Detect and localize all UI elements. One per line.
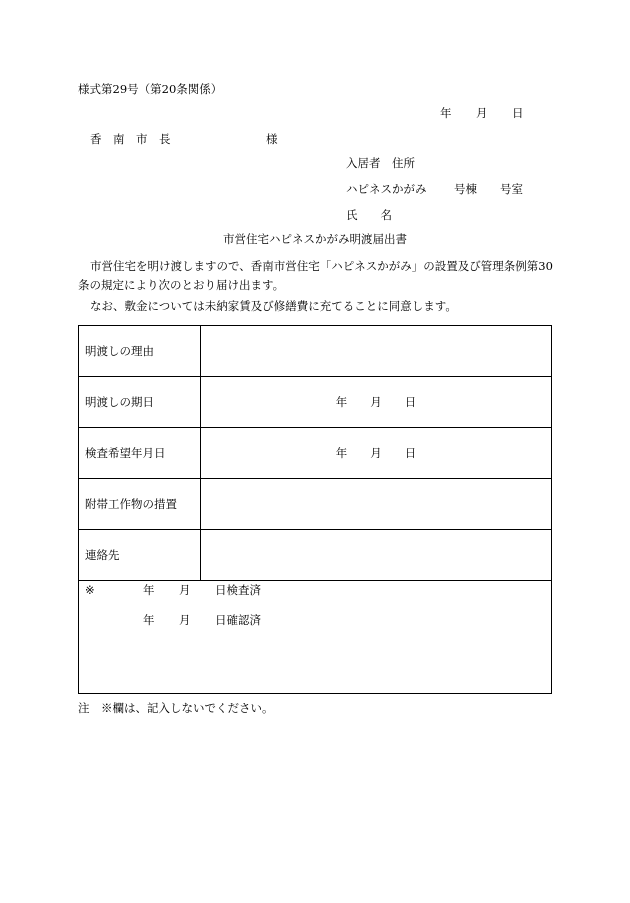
row-value-fixtures[interactable] [201, 479, 552, 530]
office-use-box [79, 581, 552, 694]
inspected-day-label: 日検査済 [215, 583, 261, 597]
confirmed-month: 月 [179, 613, 191, 627]
building-name: ハピネスかがみ [346, 182, 427, 196]
row-value-inspection-date[interactable]: 年 月 日 [201, 428, 552, 479]
building-number-label: 号棟 [454, 182, 477, 196]
row-value-reason[interactable] [201, 326, 552, 377]
row-value-contact[interactable] [201, 530, 552, 581]
confirmed-day-label: 日確認済 [215, 613, 261, 627]
remarks-row [79, 581, 552, 694]
date-day-label: 日 [512, 106, 524, 120]
body-paragraph-2: なお、敷金については未納家賃及び修繕費に充てることに同意します。 [90, 299, 457, 313]
form-number: 様式第29号（第20条関係） [78, 82, 223, 96]
addressee-honorific: 様 [266, 132, 278, 146]
document-title: 市営住宅ハピネスかがみ明渡届出書 [223, 232, 407, 246]
table-row [79, 530, 552, 581]
addressee-mayor: 香 南 市 長 [90, 132, 171, 146]
row-label-contact: 連絡先 [79, 530, 201, 581]
row-label-inspection-date: 検査希望年月日 [79, 428, 201, 479]
row-label-reason: 明渡しの理由 [79, 326, 201, 377]
body-paragraph-1: 市営住宅を明け渡しますので、香南市営住宅「ハピネスかがみ」の設置及び管理条例第30条の規定により次のとおり届け出ます。 [78, 259, 553, 292]
office-use-mark: ※ [85, 583, 95, 597]
row-value-vacate-date[interactable]: 年 月 日 [201, 377, 552, 428]
table-row [79, 428, 552, 479]
resident-address-label: 入居者 住所 [346, 156, 415, 170]
date-month-label: 月 [476, 106, 488, 120]
row-label-fixtures: 附帯工作物の措置 [79, 479, 201, 530]
confirmed-year: 年 [143, 613, 155, 627]
table-row [79, 326, 552, 377]
date-year-label: 年 [440, 106, 452, 120]
footnote: 注 ※欄は、記入しないでください。 [78, 701, 274, 715]
inspected-year: 年 [143, 583, 155, 597]
name-label: 氏 名 [346, 208, 392, 222]
table-row [79, 479, 552, 530]
row-label-vacate-date: 明渡しの期日 [79, 377, 201, 428]
room-number-label: 号室 [500, 182, 523, 196]
notice-table [78, 325, 552, 694]
table-row [79, 377, 552, 428]
inspected-month: 月 [179, 583, 191, 597]
